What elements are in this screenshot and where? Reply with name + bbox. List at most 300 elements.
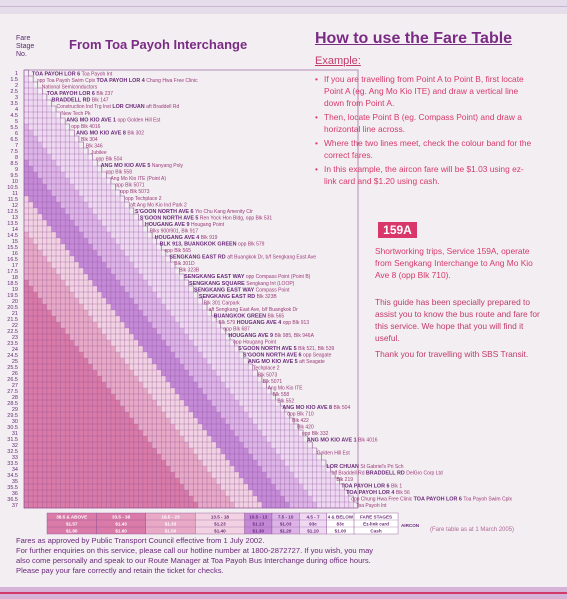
fare-cell xyxy=(280,448,285,454)
fare-cell xyxy=(33,370,38,376)
fare-cell xyxy=(29,358,34,364)
fare-cell xyxy=(74,466,79,472)
fare-cell xyxy=(102,430,107,436)
stage-number: 37 xyxy=(11,503,18,510)
fare-cell xyxy=(83,190,88,196)
fare-cell xyxy=(47,118,52,124)
fare-cell xyxy=(38,280,43,286)
fare-cell xyxy=(56,484,61,490)
fare-cell xyxy=(134,400,139,406)
fare-cell xyxy=(244,496,249,502)
fare-cell xyxy=(33,430,38,436)
fare-cell xyxy=(253,484,258,490)
fare-cell xyxy=(161,268,166,274)
fare-cell xyxy=(51,358,56,364)
fare-cell xyxy=(129,262,134,268)
fare-cell xyxy=(38,424,43,430)
fare-cell xyxy=(193,334,198,340)
fare-cell xyxy=(170,268,175,274)
fare-cell xyxy=(225,502,230,508)
fare-cell xyxy=(216,388,221,394)
fare-cell xyxy=(42,292,47,298)
stage-number: 14 xyxy=(11,227,18,234)
fare-cell xyxy=(70,172,75,178)
fare-cell xyxy=(152,310,157,316)
fare-cell xyxy=(248,388,253,394)
fare-cell xyxy=(93,358,98,364)
fare-cell xyxy=(120,454,125,460)
fare-cell xyxy=(29,190,34,196)
fare-cell xyxy=(289,430,294,436)
fare-cell xyxy=(70,424,75,430)
fare-cell xyxy=(74,382,79,388)
fare-cell xyxy=(102,322,107,328)
fare-cell xyxy=(111,268,116,274)
fare-cell xyxy=(120,352,125,358)
fare-cell xyxy=(56,124,61,130)
fare-cell xyxy=(47,484,52,490)
fare-cell xyxy=(51,214,56,220)
fare-cell xyxy=(166,274,171,280)
fare-cell xyxy=(70,268,75,274)
fare-cell xyxy=(56,394,61,400)
fare-cell xyxy=(161,400,166,406)
fare-cell xyxy=(65,442,70,448)
fare-cell xyxy=(120,370,125,376)
fare-cell xyxy=(74,256,79,262)
stop-desc: opp Golden Hill Est xyxy=(117,117,161,124)
fare-cell xyxy=(202,430,207,436)
stop-desc: Blk 301D xyxy=(174,261,195,268)
stop-desc: Toa Payoh Int xyxy=(355,503,387,510)
fare-cell xyxy=(152,406,157,412)
fare-cell xyxy=(24,502,29,508)
fare-cell xyxy=(225,370,230,376)
fare-cell xyxy=(51,148,56,154)
fare-cell xyxy=(216,352,221,358)
fare-cell xyxy=(157,394,162,400)
fare-cell xyxy=(33,412,38,418)
fare-cell xyxy=(289,472,294,478)
fare-cell xyxy=(225,358,230,364)
fare-cell xyxy=(61,148,66,154)
fare-cell xyxy=(24,424,29,430)
fare-cell xyxy=(74,394,79,400)
fare-cell xyxy=(24,124,29,130)
fare-cell xyxy=(29,472,34,478)
fare-cell xyxy=(33,256,38,262)
fare-cell xyxy=(248,436,253,442)
fare-cell xyxy=(157,460,162,466)
fare-cell xyxy=(111,286,116,292)
fare-cell xyxy=(88,256,93,262)
fare-cell xyxy=(56,244,61,250)
fare-cell xyxy=(61,328,66,334)
fare-cell xyxy=(47,388,52,394)
fare-cell xyxy=(129,352,134,358)
fare-cell xyxy=(42,448,47,454)
fare-cell xyxy=(175,418,180,424)
fare-cell xyxy=(125,400,130,406)
fare-cell xyxy=(111,208,116,214)
fare-cell xyxy=(202,406,207,412)
fare-cell xyxy=(157,298,162,304)
fare-cell xyxy=(70,184,75,190)
fare-cell xyxy=(65,490,70,496)
fare-cell xyxy=(70,178,75,184)
fare-cell xyxy=(116,412,121,418)
fare-cell xyxy=(225,484,230,490)
fare-cell xyxy=(198,484,203,490)
fare-cell xyxy=(51,478,56,484)
stage-number: 14.5 xyxy=(7,233,18,240)
fare-cell xyxy=(29,280,34,286)
fare-cell xyxy=(56,286,61,292)
fare-cell xyxy=(225,472,230,478)
fare-cell xyxy=(93,502,98,508)
fare-cell xyxy=(47,226,52,232)
fare-cell xyxy=(299,502,304,508)
fare-cell xyxy=(61,238,66,244)
fare-cell xyxy=(303,454,308,460)
fare-cell xyxy=(42,472,47,478)
fare-cell xyxy=(93,364,98,370)
fare-cell xyxy=(51,394,56,400)
stop-road: BRADDELL RD xyxy=(365,470,407,477)
fare-cell xyxy=(56,238,61,244)
fare-cell xyxy=(138,376,143,382)
fare-cell xyxy=(134,298,139,304)
fare-cell xyxy=(266,496,271,502)
stop-road: SENGKANG SQUARE xyxy=(189,280,247,287)
fare-cell xyxy=(83,502,88,508)
fare-cell xyxy=(157,334,162,340)
route-description: Shortworking trips, Service 159A, operate from Sengkang Interchange to Ang Mo Kio Ave 8 (opp Blk 710). xyxy=(375,246,533,280)
fare-cell xyxy=(33,376,38,382)
fare-cell xyxy=(79,328,84,334)
fare-cell xyxy=(234,436,239,442)
fare-cell xyxy=(42,166,47,172)
fare-cell xyxy=(271,412,276,418)
fare-cell xyxy=(262,460,267,466)
fare-cell xyxy=(157,502,162,508)
fare-cell xyxy=(65,262,70,268)
fare-cell xyxy=(102,340,107,346)
stop-label xyxy=(155,235,218,241)
fare-cell xyxy=(102,190,107,196)
fare-cell xyxy=(170,484,175,490)
fare-cell xyxy=(56,316,61,322)
fare-cell xyxy=(65,232,70,238)
stop-label xyxy=(253,366,280,372)
fare-cell xyxy=(61,502,66,508)
fare-cell xyxy=(120,292,125,298)
fare-cell xyxy=(202,358,207,364)
fare-cell xyxy=(234,442,239,448)
fare-cell xyxy=(24,136,29,142)
fare-cell xyxy=(234,358,239,364)
fare-cell xyxy=(161,502,166,508)
fare-cell xyxy=(38,490,43,496)
fare-cell xyxy=(29,490,34,496)
stage-number: 30 xyxy=(11,419,18,426)
fare-cell xyxy=(97,364,102,370)
fare-cell xyxy=(134,490,139,496)
fare-cell xyxy=(47,202,52,208)
legend-stage: 38.5 & ABOVE xyxy=(56,514,88,520)
fare-cell xyxy=(285,490,290,496)
fare-cell xyxy=(152,358,157,364)
stop-label xyxy=(120,189,149,195)
fare-cell xyxy=(47,502,52,508)
fare-cell xyxy=(244,418,249,424)
fare-cell xyxy=(56,478,61,484)
fare-cell xyxy=(51,322,56,328)
stop-label xyxy=(56,104,179,110)
fare-cell xyxy=(33,442,38,448)
fare-cell xyxy=(74,208,79,214)
fare-cell xyxy=(61,358,66,364)
stage-number: 35.5 xyxy=(7,485,18,492)
fare-cell xyxy=(51,334,56,340)
fare-cell xyxy=(317,496,322,502)
fare-cell xyxy=(280,430,285,436)
fare-cell xyxy=(152,292,157,298)
fare-cell xyxy=(106,418,111,424)
stop-label xyxy=(292,418,309,424)
fare-cell xyxy=(33,334,38,340)
fare-cell xyxy=(143,364,148,370)
fare-cell xyxy=(276,454,281,460)
stop-label xyxy=(327,464,404,470)
fare-cell xyxy=(189,346,194,352)
fare-cell xyxy=(276,406,281,412)
fare-cell xyxy=(266,412,271,418)
fare-cell xyxy=(212,502,217,508)
fare-cell xyxy=(42,112,47,118)
fare-cell xyxy=(262,400,267,406)
fare-cell xyxy=(29,268,34,274)
fare-cell xyxy=(74,388,79,394)
fare-cell xyxy=(79,190,84,196)
fare-cell xyxy=(47,178,52,184)
fare-cell xyxy=(29,304,34,310)
fare-cell xyxy=(24,76,29,82)
legend-ez-fare: $1.13 xyxy=(252,521,265,527)
fare-cell xyxy=(207,454,212,460)
stop-desc: Blk 552 xyxy=(277,398,295,405)
fare-cell xyxy=(74,424,79,430)
fare-cell xyxy=(61,478,66,484)
fare-cell xyxy=(88,412,93,418)
fare-cell xyxy=(143,418,148,424)
fare-cell xyxy=(47,418,52,424)
fare-cell xyxy=(280,442,285,448)
fare-cell xyxy=(29,220,34,226)
fare-cell xyxy=(184,430,189,436)
fare-cell xyxy=(234,454,239,460)
fare-cell xyxy=(79,388,84,394)
fare-cell xyxy=(65,226,70,232)
stop-desc: opp Blk 579 xyxy=(238,241,265,248)
fare-cell xyxy=(189,358,194,364)
fare-cell xyxy=(33,502,38,508)
fare-cell xyxy=(93,424,98,430)
stop-label xyxy=(130,202,187,208)
footer xyxy=(16,536,556,576)
fare-cell xyxy=(129,490,134,496)
fare-cell xyxy=(33,292,38,298)
bottom-edge xyxy=(0,587,567,599)
fare-cell xyxy=(161,430,166,436)
fare-cell xyxy=(47,112,52,118)
fare-cell xyxy=(56,400,61,406)
fare-cell xyxy=(79,208,84,214)
stage-number: 6 xyxy=(14,131,18,138)
fare-cell xyxy=(129,304,134,310)
fare-cell xyxy=(29,154,34,160)
fare-cell xyxy=(51,346,56,352)
stop-desc: Blk 323B xyxy=(179,267,200,274)
fare-cell xyxy=(271,442,276,448)
fare-cell xyxy=(79,460,84,466)
fare-cell xyxy=(79,226,84,232)
fare-cell xyxy=(157,304,162,310)
fare-cell xyxy=(51,370,56,376)
fare-cell xyxy=(125,214,130,220)
fare-cell xyxy=(152,454,157,460)
fare-cell xyxy=(125,448,130,454)
fare-cell xyxy=(106,352,111,358)
fare-cell xyxy=(244,478,249,484)
fare-cell xyxy=(271,424,276,430)
fare-cell xyxy=(24,460,29,466)
fare-cell xyxy=(106,226,111,232)
fare-cell xyxy=(88,394,93,400)
fare-cell xyxy=(29,286,34,292)
fare-cell xyxy=(88,298,93,304)
fare-cell xyxy=(47,466,52,472)
fare-cell xyxy=(280,484,285,490)
fare-cell xyxy=(93,340,98,346)
stop-label xyxy=(317,451,351,457)
fare-cell xyxy=(33,130,38,136)
fare-cell xyxy=(56,154,61,160)
fare-cell xyxy=(120,490,125,496)
fare-cell xyxy=(207,424,212,430)
fare-cell xyxy=(170,334,175,340)
fare-cell xyxy=(138,448,143,454)
fare-cell xyxy=(42,142,47,148)
fare-cell xyxy=(271,454,276,460)
fare-cell xyxy=(79,220,84,226)
fare-cell xyxy=(79,358,84,364)
fare-cell xyxy=(276,418,281,424)
fare-cell xyxy=(152,364,157,370)
fare-cell xyxy=(189,394,194,400)
fare-cell xyxy=(207,316,212,322)
fare-cell xyxy=(38,262,43,268)
legend-ez-fare: $1.57 xyxy=(65,521,78,527)
fare-cell xyxy=(56,382,61,388)
fare-cell xyxy=(125,502,130,508)
stage-number: 4.5 xyxy=(10,113,18,120)
fare-stage-label: Fare Stage No. xyxy=(16,35,35,58)
fare-cell xyxy=(61,196,66,202)
stage-number: 5.5 xyxy=(10,125,18,132)
fare-cell xyxy=(143,346,148,352)
fare-cell xyxy=(65,382,70,388)
fare-cell xyxy=(116,370,121,376)
fare-cell xyxy=(33,382,38,388)
fare-cell xyxy=(61,442,66,448)
fare-cell xyxy=(42,226,47,232)
fare-cell xyxy=(148,490,153,496)
fare-cell xyxy=(317,472,322,478)
fare-cell xyxy=(24,256,29,262)
fare-cell xyxy=(24,310,29,316)
fare-cell xyxy=(116,496,121,502)
fare-cell xyxy=(189,388,194,394)
fare-cell xyxy=(180,334,185,340)
fare-cell xyxy=(70,352,75,358)
fare-cell xyxy=(38,226,43,232)
fare-cell xyxy=(42,424,47,430)
example-label: Example: xyxy=(315,55,361,67)
instruction-item: • In this example, the aircon fare will be $1.03 using ez-link card and $1.20 using cash. xyxy=(315,163,533,187)
fare-cell xyxy=(166,430,171,436)
fare-cell xyxy=(138,250,143,256)
fare-cell xyxy=(61,136,66,142)
stop-label xyxy=(110,176,166,182)
fare-cell xyxy=(42,322,47,328)
fare-cell xyxy=(321,496,326,502)
fare-cell xyxy=(148,478,153,484)
fare-cell xyxy=(152,328,157,334)
fare-cell xyxy=(61,286,66,292)
fare-cell xyxy=(74,190,79,196)
fare-cell xyxy=(111,196,116,202)
fare-cell xyxy=(29,124,34,130)
fare-cell xyxy=(106,322,111,328)
fare-cell xyxy=(116,214,121,220)
fare-cell xyxy=(157,382,162,388)
stop-label xyxy=(194,287,290,293)
fare-cell xyxy=(193,382,198,388)
fare-cell xyxy=(207,496,212,502)
stop-desc: Blk 147 xyxy=(91,97,109,104)
fare-cell xyxy=(280,478,285,484)
fare-cell xyxy=(308,454,313,460)
stop-label xyxy=(346,490,410,496)
fare-cell xyxy=(79,244,84,250)
fare-cell xyxy=(93,412,98,418)
fare-cell xyxy=(120,424,125,430)
fare-cell xyxy=(93,370,98,376)
fare-cell xyxy=(51,412,56,418)
fare-cell xyxy=(161,436,166,442)
fare-cell xyxy=(33,88,38,94)
fare-cell xyxy=(70,160,75,166)
fare-cell xyxy=(93,280,98,286)
fare-cell xyxy=(303,448,308,454)
stop-desc: Blk 504 xyxy=(333,404,351,411)
fare-cell xyxy=(29,256,34,262)
fare-cell xyxy=(88,274,93,280)
fare-cell xyxy=(70,394,75,400)
fare-cell xyxy=(134,502,139,508)
fare-cell xyxy=(51,442,56,448)
